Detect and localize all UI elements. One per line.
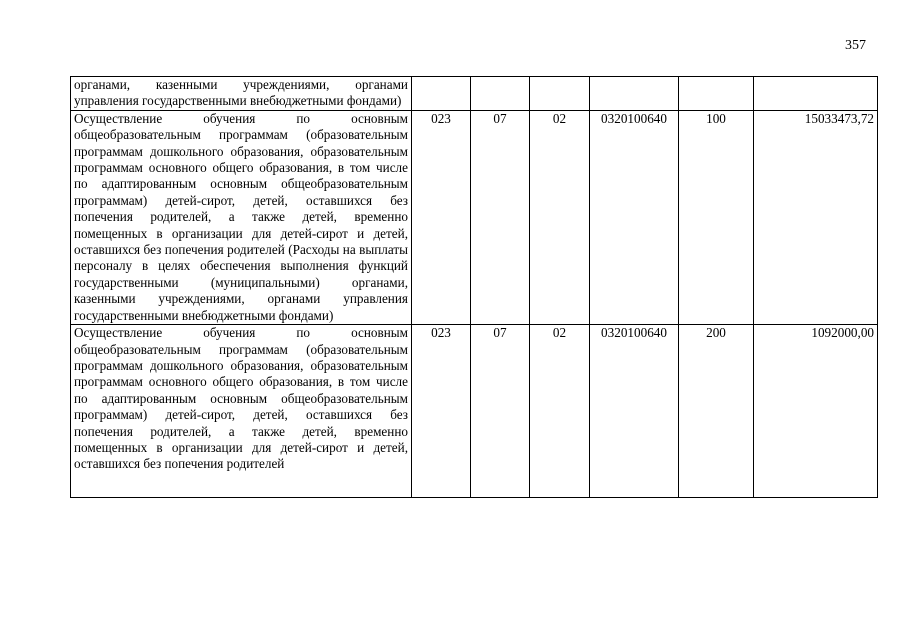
subsection-code: 02 [530, 325, 590, 498]
row-description: Осуществление обучения по основным общеобразовательным программам (образовательным программам дошкольного образования, образовательным программам основного общего образования, в том числе по адаптированным основным общеобразовательным программам) детей-сирот, детей, оставшихся без попечения родителей, а также детей, временно помещенных в организации для детей-сирот и детей, оставшихся без попечения родителей (Расходы на выплаты персоналу в целях обеспечения выполнения функций государственными (муниципальными) органами, казенными учреждениями, органами управления государственными внебюджетными фондами) [71, 110, 412, 324]
amount: 1092000,00 [754, 325, 878, 498]
subsection-code [530, 77, 590, 111]
expense-type-code [679, 77, 754, 111]
section-code: 07 [471, 325, 530, 498]
section-code [471, 77, 530, 111]
subsection-code: 02 [530, 110, 590, 324]
target-article-code [590, 77, 679, 111]
expense-type-code: 200 [679, 325, 754, 498]
section-code: 07 [471, 110, 530, 324]
ministry-code: 023 [412, 110, 471, 324]
amount: 15033473,72 [754, 110, 878, 324]
budget-table [70, 76, 878, 498]
table-row [71, 77, 878, 111]
ministry-code: 023 [412, 325, 471, 498]
row-description: Осуществление обучения по основным общеобразовательным программам (образовательным программам дошкольного образования, образовательным программам основного общего образования, в том числе по адаптированным основным общеобразовательным программам) детей-сирот, детей, оставшихся без попечения родителей, а также детей, временно помещенных в организации для детей-сирот и детей, оставшихся без попечения родителей [74, 325, 408, 472]
table-row [71, 325, 878, 498]
expense-type-code: 100 [679, 110, 754, 324]
row-description: органами, казенными учреждениями, органами управления государственными внебюджетными фондами) [71, 77, 412, 111]
target-article-code: 0320100640 [590, 110, 679, 324]
page-number: 357 [845, 38, 866, 53]
amount [754, 77, 878, 111]
target-article-code: 0320100640 [590, 325, 679, 498]
ministry-code [412, 77, 471, 111]
row-description-cell [71, 325, 412, 498]
table-row [71, 110, 878, 324]
